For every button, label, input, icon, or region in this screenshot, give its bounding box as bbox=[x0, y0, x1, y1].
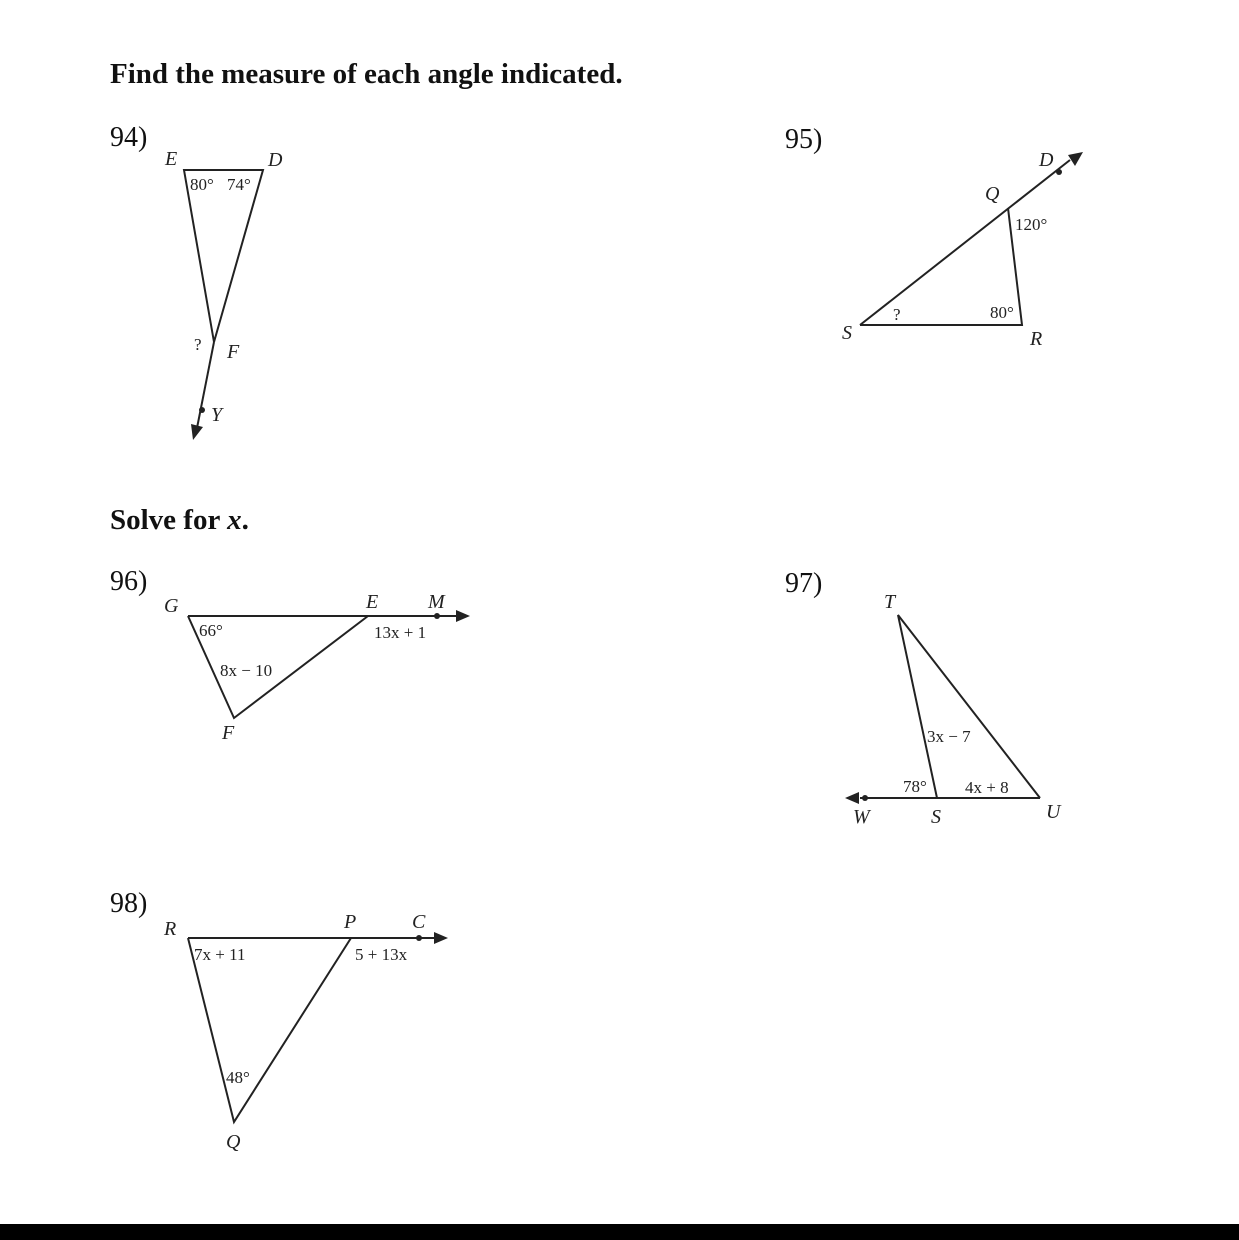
angle-g-value: 66° bbox=[199, 621, 223, 640]
point-c-dot bbox=[416, 935, 422, 941]
figure-96 bbox=[164, 591, 470, 744]
point-w-dot bbox=[862, 795, 868, 801]
figure-95 bbox=[842, 149, 1083, 350]
section-heading-find-angles: Find the measure of each angle indicated. bbox=[110, 58, 623, 90]
angle-r-value: 80° bbox=[990, 303, 1014, 322]
figure-98 bbox=[163, 911, 448, 1153]
label-d: D bbox=[268, 149, 283, 171]
label-r: R bbox=[1030, 328, 1043, 350]
label-y: Y bbox=[211, 404, 223, 426]
label-f: F bbox=[222, 722, 235, 744]
point-m-dot bbox=[434, 613, 440, 619]
arrowhead-icon bbox=[1068, 152, 1083, 166]
label-e: E bbox=[366, 591, 379, 613]
label-w: W bbox=[853, 806, 870, 828]
angle-exterior-value: 78° bbox=[903, 777, 927, 796]
label-s: S bbox=[842, 322, 852, 344]
arrowhead-icon bbox=[434, 932, 448, 944]
arrowhead-icon bbox=[456, 610, 470, 622]
label-s: S bbox=[931, 806, 941, 828]
label-t: T bbox=[884, 591, 896, 613]
ray-sd bbox=[860, 160, 1070, 325]
angle-unknown: ? bbox=[893, 305, 901, 324]
label-q: Q bbox=[226, 1131, 241, 1153]
angle-q-value: 48° bbox=[226, 1068, 250, 1087]
label-r: R bbox=[164, 918, 177, 940]
triangle-edf bbox=[184, 170, 263, 342]
arrowhead-icon bbox=[191, 424, 203, 440]
label-f: F bbox=[227, 341, 240, 363]
angle-e-value: 80° bbox=[190, 175, 214, 194]
label-m: M bbox=[428, 591, 445, 613]
angle-q-value: 120° bbox=[1015, 215, 1048, 234]
angle-d-value: 74° bbox=[227, 175, 251, 194]
figure-94 bbox=[164, 148, 283, 440]
label-g: G bbox=[164, 595, 179, 617]
triangle-sides-rq-qp bbox=[188, 938, 351, 1122]
label-p: P bbox=[344, 911, 357, 933]
problem-number-94: 94) bbox=[110, 122, 148, 153]
label-c: C bbox=[412, 911, 426, 933]
angle-t-expression: 3x − 7 bbox=[927, 727, 971, 746]
angle-f-expression: 8x − 10 bbox=[220, 661, 273, 680]
bottom-black-bar bbox=[0, 1224, 1239, 1240]
problem-number-97: 97) bbox=[785, 568, 823, 599]
point-y-dot bbox=[199, 407, 205, 413]
problem-number-96: 96) bbox=[110, 566, 148, 597]
point-d-dot bbox=[1056, 169, 1062, 175]
arrowhead-icon bbox=[845, 792, 859, 804]
problem-number-98: 98) bbox=[110, 888, 148, 919]
label-u: U bbox=[1046, 801, 1061, 823]
angle-unknown: ? bbox=[194, 335, 202, 354]
label-d: D bbox=[1039, 149, 1054, 171]
figure-97 bbox=[845, 591, 1062, 828]
triangle-sides-st-tu bbox=[898, 615, 1040, 798]
angle-u-expression: 4x + 8 bbox=[965, 778, 1009, 797]
angle-exterior-expression: 13x + 1 bbox=[374, 623, 427, 642]
angle-exterior-expression: 5 + 13x bbox=[355, 945, 408, 964]
angle-r-expression: 7x + 11 bbox=[194, 945, 246, 964]
problem-number-95: 95) bbox=[785, 124, 823, 155]
section-heading-solve-x: Solve for x. bbox=[110, 504, 249, 536]
label-q: Q bbox=[985, 183, 1000, 205]
label-e: E bbox=[165, 148, 178, 170]
